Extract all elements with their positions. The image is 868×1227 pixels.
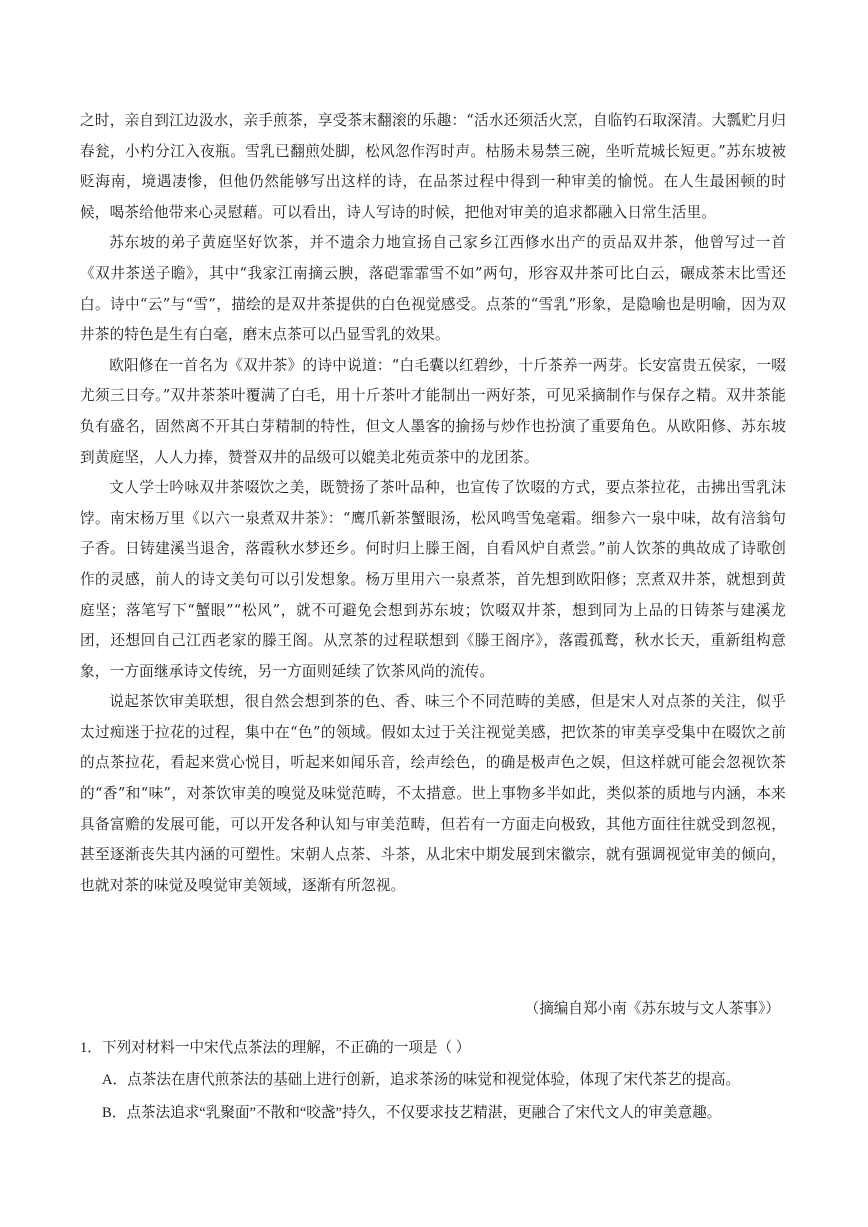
passage-source: （摘编自郑小南《苏东坡与文人茶事》） <box>524 1000 780 1017</box>
option-b: B．点茶法追求“乳聚面”不散和“咬盏”持久，不仅要求技艺精湛，更融合了宋代文人的审美意趣。 <box>102 1105 722 1121</box>
passage-paragraph-1: 之时，亲自到江边汲水，亲手煎茶，享受茶末翻滚的乐趣：“活水还须活火烹，自临钓石取深清。大瓢贮月归春瓮，小杓分江入夜瓶。雪乳已翻煎处脚，松风忽作泻时声。枯肠未易禁三碗，坐听荒城长短更。”苏东坡被贬海南，境遇凄惨，但他仍然能够写出这样的诗，在品茶过程中得到一种审美的愉悦。在人生最困顿的时候，喝茶给他带来心灵慰藉。可以看出，诗人写诗的时候，把他对审美的追求都融入日常生活里。 <box>80 112 786 221</box>
passage-paragraph-2: 苏东坡的弟子黄庭坚好饮茶，并不遗余力地宣扬自己家乡江西修水出产的贡品双井茶，他曾写过一首《双井茶送子瞻》，其中“我家江南摘云腴，落硙霏霏雪不如”两句，形容双井茶可比白云，碾成茶末比雪还白。诗中“云”与“雪”，描绘的是双井茶提供的白色视觉感受。点茶的“雪乳”形象，是隐喻也是明喻，因为双井茶的特色是生有白毫，磨末点茶可以凸显雪乳的效果。 <box>80 234 786 344</box>
passage-paragraph-4: 文人学士吟咏双井茶啜饮之美，既赞扬了茶叶品种，也宣传了饮啜的方式，要点茶拉花，击拂出雪乳沫饽。南宋杨万里《以六一泉煮双井茶》：“鹰爪新茶蟹眼汤，松风鸣雪兔毫霜。细参六一泉中味，故有涪翁句子香。日铸建溪当退舍，落霞秋水梦还乡。何时归上滕王阁，自看风炉自煮尝。”前人饮茶的典故成了诗歌创作的灵感，前人的诗文美句可以引发想象。杨万里用六一泉煮茶，首先想到欧阳修；烹煮双井茶，就想到黄庭坚；落笔写下“蟹眼”“松风”，就不可避免会想到苏东坡；饮啜双井茶，想到同为上品的日铸茶与建溪龙团，还想回自己江西老家的滕王阁。从烹茶的过程联想到《滕王阁序》，落霞孤鹜，秋水长天，重新组构意象，一方面继承诗文传统，另一方面则延续了饮茶风尚的流传。 <box>80 479 786 680</box>
question-stem: 1．下列对材料一中宋代点茶法的理解，不正确的一项是（ ） <box>80 1040 471 1056</box>
passage-paragraph-3: 欧阳修在一首名为《双井茶》的诗中说道：“白毛囊以红碧纱，十斤茶养一两芽。长安富贵五侯家，一啜尤须三日夸。”双井茶茶叶覆满了白毛，用十斤茶叶才能制出一两好茶，可见采摘制作与保存之精。双井茶能负有盛名，固然离不开其白芽精制的特性，但文人墨客的揄扬与炒作也扮演了重要角色。从欧阳修、苏东坡到黄庭坚，人人力捧，赞誉双井的品级可以媲美北苑贡茶中的龙团茶。 <box>80 356 786 466</box>
option-a: A．点茶法在唐代煎茶法的基础上进行创新，追求茶汤的味觉和视觉体验，体现了宋代茶艺的提高。 <box>102 1072 741 1088</box>
passage-paragraph-5: 说起茶饮审美联想，很自然会想到茶的色、香、味三个不同范畴的美感，但是宋人对点茶的关注，似乎太过痴迷于拉花的过程，集中在“色”的领域。假如太过于关注视觉美感，把饮茶的审美享受集中在啜饮之前的点茶拉花，看起来赏心悦目，听起来如闻乐音，绘声绘色，的确是极声色之娱，但这样就可能会忽视饮茶的“香”和“味”，对茶饮审美的嗅觉及味觉范畴，不太措意。世上事物多半如此，类似茶的质地与内涵，本来具备富赡的发展可能，可以开发各种认知与审美范畴，但若有一方面走向极致，其他方面往往就受到忽视，甚至逐渐丧失其内涵的可塑性。宋朝人点茶、斗茶，从北宋中期发展到宋徽宗，就有强调视觉审美的倾向，也就对茶的味觉及嗅觉审美领域，逐渐有所忽视。 <box>80 693 786 894</box>
reading-passage <box>80 106 786 901</box>
